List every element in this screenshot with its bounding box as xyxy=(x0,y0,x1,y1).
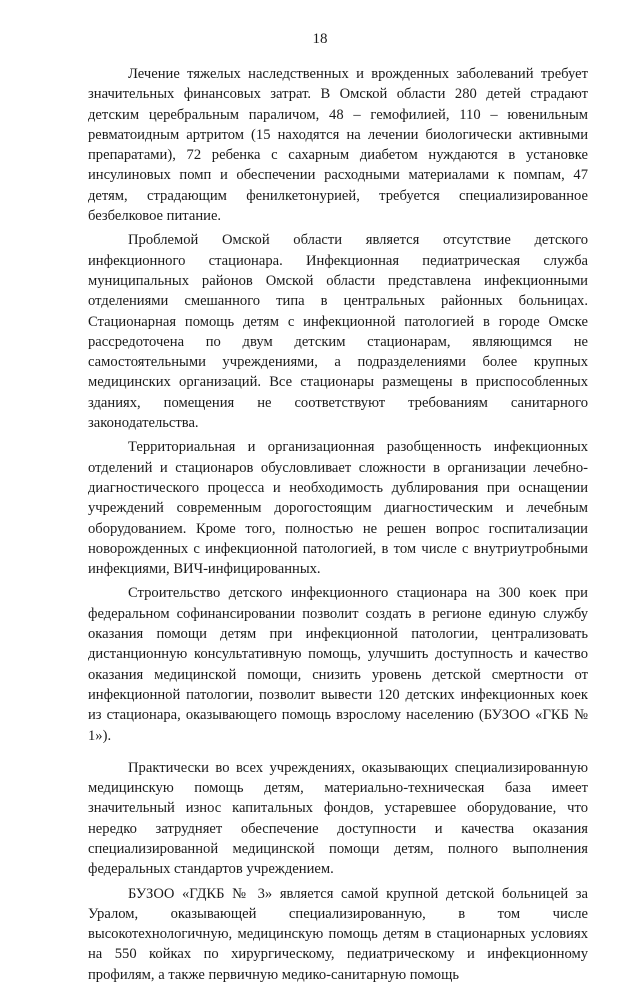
page-number: 18 xyxy=(312,31,328,47)
paragraph-hereditary-diseases: Лечение тяжелых наследственных и врожденных заболеваний требует значительных финансовых затрат. В Омской области 280 детей страдают детским церебральным параличом, 48 – гемофилией, 110 – ювенильным ревматоидным артритом (15 находятся на лечении биологически активными препаратами), 72 ребенка с сахарным диабетом нуждаются в установке инсулиновых помп и обеспечении расходными материалами к помпам, 47 детям, страдающим фенилкетонурией, требуется специализированное безбелковое питание. xyxy=(88,66,588,225)
paragraph-organizational-fragmentation: Территориальная и организационная разобщенность инфекционных отделений и стационаров обусловливает сложности в организации лечебно-диагностического процесса и необходимость дублирования при оснащении учреждений современным дорогостоящим диагностическим и лечебным оборудованием. Кроме того, полностью не решен вопрос госпитализации новорожденных с инфекционной патологией, в том числе с внутриутробными инфекциями, ВИЧ-инфицированных. xyxy=(88,439,588,578)
paragraph-infectious-hospital-problem: Проблемой Омской области является отсутствие детского инфекционного стационара. Инфекционная педиатрическая служба муниципальных районов Омской области представлена инфекционными отделениями смешанного типа в центральных районных больницах. Стационарная помощь детям с инфекционной патологией в городе Омске рассредоточена по двум детским стационарам, являющимся не самостоятельными учреждениями, а подразделениями более крупных медицинских организаций. Все стационары размещены в приспособленных зданиях, помещения не соответствуют требованиям санитарного законодательства. xyxy=(88,232,588,432)
paragraph-construction-benefits: Строительство детского инфекционного стационара на 300 коек при федеральном софинансировании позволит создать в регионе единую службу оказания помощи детям при инфекционной патологии, централизовать дистанционную консультативную помощь, улучшить доступность и качество оказания медицинской помощи, снизить уровень детской смертности от инфекционной патологии, позволит вывести 120 детских инфекционных коек из стационара, оказывающего помощь взрослому населению (БУЗОО «ГКБ № 1»). xyxy=(88,585,588,744)
body-text xyxy=(88,64,588,989)
paragraph-gdkb3: БУЗОО «ГДКБ № 3» является самой крупной детской больницей за Уралом, оказывающей специализированную, в том числе высокотехнологичную, медицинскую помощь детям в стационарных условиях на 550 койках по хирургическому, педиатрическому и инфекционному профилям, а также первичную медико-санитарную помощь xyxy=(88,885,588,983)
paragraph-material-base: Практически во всех учреждениях, оказывающих специализированную медицинскую помощь детям, материально-техническая база имеет значительный износ капитальных фондов, устаревшее оборудование, что нередко затрудняет обеспечение доступности и качества оказания специализированной медицинской помощи детям, полного выполнения федеральных стандартов учреждением. xyxy=(88,759,588,878)
